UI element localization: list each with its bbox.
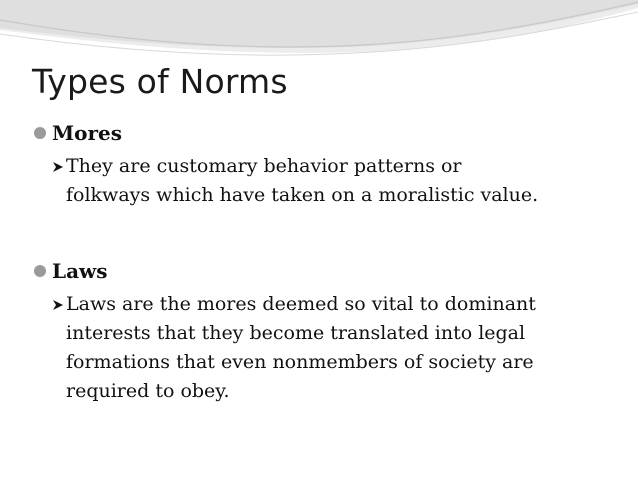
bullet-item-mores [34,121,122,145]
slide-title: Types of Norms [32,62,288,101]
arrowhead-bullet-icon [52,161,64,173]
sub-bullet-line: required to obey. [66,380,230,402]
bullet-label: Laws [52,259,108,283]
sub-bullet-laws [66,290,621,406]
bullet-item-laws [34,259,108,283]
sub-bullet-line: folkways which have taken on a moralistic value. [66,184,539,206]
circle-bullet-icon [34,127,46,139]
sub-bullet-line: formations that even nonmembers of society are [66,351,534,373]
bullet-label: Mores [52,121,122,145]
circle-bullet-icon [34,265,46,277]
sub-bullet-mores [66,152,621,210]
sub-bullet-line: interests that they become translated into legal [66,322,526,344]
arrowhead-bullet-icon [52,299,64,311]
sub-bullet-line: Laws are the mores deemed so vital to dominant [66,293,536,315]
sub-bullet-line: They are customary behavior patterns or [66,155,462,177]
